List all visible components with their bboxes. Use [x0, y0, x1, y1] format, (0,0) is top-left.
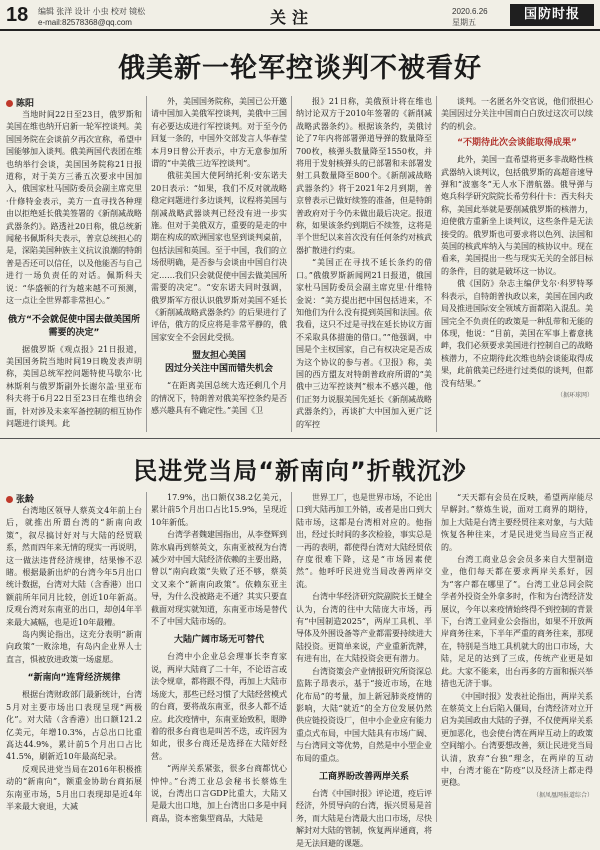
- article2-col4: [441, 492, 593, 822]
- paper-logo: 国防时报: [510, 4, 594, 26]
- article2-col1: [6, 492, 142, 822]
- paragraph: 台湾中小企业总会理事长李育家说，两岸大陆商了二十年，不论语言或法令规章，都将跟不得，再加上大陆市场庞大，那些已经习惯了大陆经营模式的台商，要将战东南亚，很多人都不适应。此次疫情中，东南亚始致积，眼睁着的很多台商也是叫苦不迭，或许因为如此，很多台商还是选择在大陆好经营。: [151, 652, 287, 761]
- article2-subheading-2: 大陆广阔市场无可替代: [173, 635, 264, 646]
- paragraph: 台湾中华经济研究院副院长王健全认为，台湾的往中大陆庞大市场，再有“中国制造2025”，两岸工具机、半导体及外围设备等产业都需要持续进大陆投资。更简单来说，产业重新洗牌，有进有出，在大陆投资会更有潜力。: [296, 592, 432, 664]
- article1-col2: [151, 96, 287, 434]
- column-divider: [436, 96, 437, 432]
- article2-byline: 张龄: [6, 492, 142, 505]
- email: e-mail:82578368@qq.com: [38, 18, 132, 27]
- article1-byline: 陈阳: [6, 96, 142, 109]
- paragraph: 岛内舆论指出，这充分表明“新南向政策”一败涂地，有岛内企业界人士直言，惧被放进政策一场虚愿。: [6, 630, 142, 664]
- paragraph: 台湾资策会产业情报研究所资深总监陈子昂表示，基于“接近市场，在地化布局”的考量，加上新冠肺炎疫情的影响，大陆“就近”的全方位发展仍然供应链投资设厂，但中小企业应有能力重点式布局，中国大陆具有市场广阔、与台湾同文等优势，自然是中小型企业布局的重点。: [296, 666, 432, 763]
- paragraph: “两岸关系紧张，很多台商都忧心忡忡。”台湾工业总会秘书长蔡炼生说，台湾出口言GDP比重大，大陆又是最大出口地，加上台湾出口多是中间商品，资本密集型商品，大陆是: [151, 764, 287, 823]
- article1-col4: [441, 96, 593, 434]
- paragraph: 17.9%，出口额仅38.2亿美元，累计前5个月出口占比15.9%，呈现近10年新低。: [151, 493, 287, 527]
- column-divider: [436, 492, 437, 822]
- paragraph: 外，美国国务院称，美国已公开邀请中国加入美俄军控谈判，美俄中三国有必要达成进行军控谈判。对于至今仍回复一条的，中国外交部发言人华春莹本月9日曾公开表示，中方无意参加所谓的“中美俄三边军控谈判”。: [151, 97, 287, 169]
- column-divider: [146, 96, 147, 432]
- paragraph: 台湾工商业总会会员多来自大型制造业，他们每天都在要求两岸关系好，因为“客户都在哪里了”。台湾工业总同会院学者外投资全外拿多时，作和为台湾经济发展议，今年以来疫情始终得不到控制的背景下，台湾工业同业公会指出，如果不开放两岸商务往来，下半年严重的商务往来，那现在，特别是当地工具机就大的出口市场，大陆，足足的达到了三成，传统产业更是如此。大家不能来，出台再多的方面和振兴举措也无济于事。: [441, 555, 593, 689]
- article2-subheading-1: “新南向”连背经济规律: [27, 673, 121, 684]
- section-title: 关注: [270, 8, 315, 27]
- column-divider: [146, 492, 147, 822]
- header-rule: [0, 29, 600, 31]
- paragraph: 此外，美国一直希望将更多非战略性核武器纳入谈判议，包括俄罗斯的高超音速导弹和“波塞冬”无人水下潜航器。俄导弹与炮兵科学研究院院长希劳科什卡：西夫科夫称，美国此举就是要削减俄罗斯的核潜力，迫使俄方重新坐上谈判议，这些条件是无法接受的。俄罗斯也可要求将以色列、法国和英国的核武库纳入与美国的核协议中。现在看来，美国提出一些与现实无关的全部目标的条件，目的就是破坏这一协议。: [441, 155, 593, 276]
- paragraph: 台湾学者魏建国指出，从李登辉到陈水扁再到蔡英文，东南亚被视为台湾减少对中国大陆经济依赖的主要出路，曾以“南向政策”失败了还不够，蔡英文又来个“新南向政策”。依赖东亚主导，为什么没被路走不通？其实只要直截面对现实就知道，东南亚市场是替代不了中国大陆市场的。: [151, 530, 287, 627]
- article1-subheading-3: “不期待此次会谈能取得成果”: [457, 138, 577, 149]
- article1-subheading-1: 俄方“不会就促使中国去做美国所需要的决定”: [8, 314, 140, 338]
- paragraph: 俄驻美国大使阿纳托利·安东诺夫20日表示：“如果，我们不反对就战略稳定问题进行多边谈判，议程将美国与削减战略武器谈判已经没有进一步实施。但对于美俄双方，重要的是走的中期在构成的欧洲国家也坚到谈判桌前，包括法国和英国。至于中国，我们的立场很明确，是否参与会谈由中国自行决定……我们只会就促使中国去做美国所需要的决定”。“安东诺夫同时强调，俄罗斯军方很认识俄罗斯对美国不延长《新削减战略武器条约》的后果进行了评估，俄方的反应将是非常平静的，俄国家安全不会因此受损。: [151, 171, 287, 342]
- paragraph: 台湾《中国时报》评论道，疫后评经济，外贸导向的台湾，振兴贸易是首务，而大陆是台湾最大出口市场，尽快解封对大陆的管制，恢复两岸通商，将是无法回避的课题。: [296, 788, 432, 848]
- paragraph: 当地时间22日至23日，俄罗斯和美国在维也纳开启新一轮军控谈判。美国国务院在会谈前夕再次宣称，希望中国能够加入谈判。俄美两国代表团在维也纳举行会谈，美国国务院称21日报道称，对于美方三番五次要求中国加入，俄国家杜马国防委员会副主席克里·什修特金表示，美方一直寻找各种理由以拒绝延长俄美签署的《新削减战略武器条约》。路透社20日称，俄总统新闻秘书佩斯科夫表示，普京总统担心的是，深陷美国种族主义抗议浪潮的特朗普是否还可以信任，以及他能否与自己进行一场负责任的对话。佩斯科夫说：“华盛顿的行为越来越不可预测，这一点让全世界都非常担心。”: [6, 110, 142, 306]
- article1-headline: 俄美新一轮军控谈判不被看好: [118, 53, 482, 84]
- paragraph: “天天都有会员在反映，希望两岸能尽早解封。”蔡炼生说，面对工商界的期待，加上大陆是台湾主要经贸往来对象，与大陆恢复各种往来，才是民进党当局应当正视的。: [441, 493, 593, 552]
- paragraph: 台湾地区领导人蔡英文4年前上台后，就推出所谓台湾的“新南向政策”，叙尽搞讨好对与大陆的经贸联系，然而四年来无情的现实一再说明，这一做法违背经济规律，结果惨不忍睹。根据最新出炉的台湾今年5月出口统计数据，台湾对大陆（含香港）出口额前所年同月比较，创近10年新高。反观台湾对东南亚的出口，却创4年半来最大减幅，也是近10年最糟。: [6, 506, 142, 627]
- column-divider: [291, 492, 292, 822]
- paragraph: “在距离美国总统大选还剩几个月的情况下，特朗普对俄美军控条约是否感兴趣具有不确定性。”美国《卫: [151, 381, 287, 415]
- article1-col3: [296, 96, 432, 434]
- article2-headline: 民进党当局“新南向”折戟沉沙: [133, 457, 467, 485]
- paragraph: 据俄罗斯《观点报》21日报道，美国国务院当地时间19日晚发表声明称，美国总统军控问题特使马歇尔·比林斯利与俄罗斯副外长谢尔盖·里亚布科夫将于6月22日至23日在维也纳会面，针对涉及未来军备控制的相互协作问题进行谈判。此: [6, 344, 142, 428]
- article1-credit: （据环球网）: [556, 391, 593, 399]
- paragraph: 俄《国防》杂志主编伊戈尔·科罗特琴科表示，自特朗普执政以来，美国在国内政局及推进国际安全领域方面都陷入混乱。美国完全不负责任的政策是一种乱带和无能的体现，他说：“目前，美国在军事上蓄意挑衅，我们必须要求美国进行控制自己的战略核潜力，不应期待此次维也纳会谈能取得成果，此前俄美已经进行过类似的谈判，但都没有结果。”: [441, 279, 593, 388]
- weekday: 星期五: [452, 18, 476, 27]
- page-number: 18: [6, 4, 29, 26]
- paragraph: 反观民进党当局在2016年积极推动的“新南向”，额重金协助台商拓展东南亚市场，5月出口表现却是近4年半来最大衰退，大减: [6, 764, 142, 811]
- paragraph: 根据台湾财政部门最新统计，台湾5月对主要市场出口表现呈现“两极化”。对大陆（含香港）出口额121.2亿美元，年增10.3%，占总出口比重高达44.9%，累计前5个月出口占比41.5%，刷新近10年最高纪录。: [6, 690, 142, 762]
- byline-dot-icon: [6, 100, 13, 107]
- column-divider: [291, 96, 292, 432]
- article2-col2: [151, 492, 287, 822]
- article1-col1: [6, 96, 142, 434]
- paragraph: 世界工厂，也是世界市场，不论出口到大陆再加工外销，或者是出口到大陆市场，这都是台湾相对应的。他指出，经过长时间的多次检验，事实总是一再的表明，都使得台湾对大陆经贸依存度很难下降，这是“市场因素使然”。他呼吁民进党当局改善两岸交流。: [296, 493, 432, 589]
- article2-subheading-3: 工商界盼改善两岸关系: [318, 771, 409, 782]
- paragraph: 谈判。一名匿名外交官说，他们很担心美国因过分关注中国而白白放过这次可以续约的机会。: [441, 97, 593, 131]
- paragraph: 报》21日称，美俄预计将在维也纳讨论双方于2010年签署的《新削减战略武器条约》。根据该条约，美俄讨论了7年内将部署弹道导弹的数量降至700枚，核弹头数量降至1550枚，并将用于发射核弹头的已部署和未部署发射工具数量降至800个。《新削减战略武器条约》将于2021年2月到期，普京曾表示已做好续签的准备，但是特朗普政府对于今仍未做出最后决定。报道称，如果该条约到期后不续签，这将是半个世纪以来首次没有任何条约对核武器扩散进行约束。: [296, 97, 432, 255]
- article2-credit: （据凤凰网报道综合）: [532, 791, 593, 799]
- date: 2020.6.26: [452, 7, 488, 16]
- article-divider: [0, 438, 600, 439]
- paragraph: 《中国时报》发表社论指出，两岸关系在蔡英文上台后陷入僵局，台湾经济对立开启为美国政由大陆的子弹，不仅使两岸关系更加恶化，也会使台湾在两岸互动上的政策空间缩小。台湾要想改善，须让民进党当局认清，放弃“台独”理念，在两岸的互动中，台湾才能在“防疫”以及经济上都走得更稳。: [441, 691, 593, 788]
- editor-credits: [38, 6, 145, 28]
- issue-date: [452, 6, 488, 28]
- paragraph: “美国正在寻找不延长条约的借口。”俄俄罗斯新闻网21日报道，俄国家杜马国防委员会副主席克里·什维特金说：“美方提出把中国包括进来，不知他们为什么没有提到英国和法国。依我看，这只不过是寻找在延长协议方面不采取具体措施的借口。””他强调，中国是个主权国家，自己有权决定是否成为这个协议的参与者。《卫报》称，美国的西方盟友对特朗普政府所谓的“美俄中三边军控谈判”根本不感兴趣，他们正努力说服美国先延长《新削减战略武器条约》，再谈扩大中国加入更广泛的军控: [296, 258, 432, 429]
- article1-subheading-2: 盟友担心美国 因过分关注中国而错失机会: [164, 351, 273, 375]
- byline-dot-icon: [6, 496, 13, 503]
- editors: 编辑 张洋 设计 小虫 校对 镜松: [38, 7, 146, 16]
- article2-col3: [296, 492, 432, 848]
